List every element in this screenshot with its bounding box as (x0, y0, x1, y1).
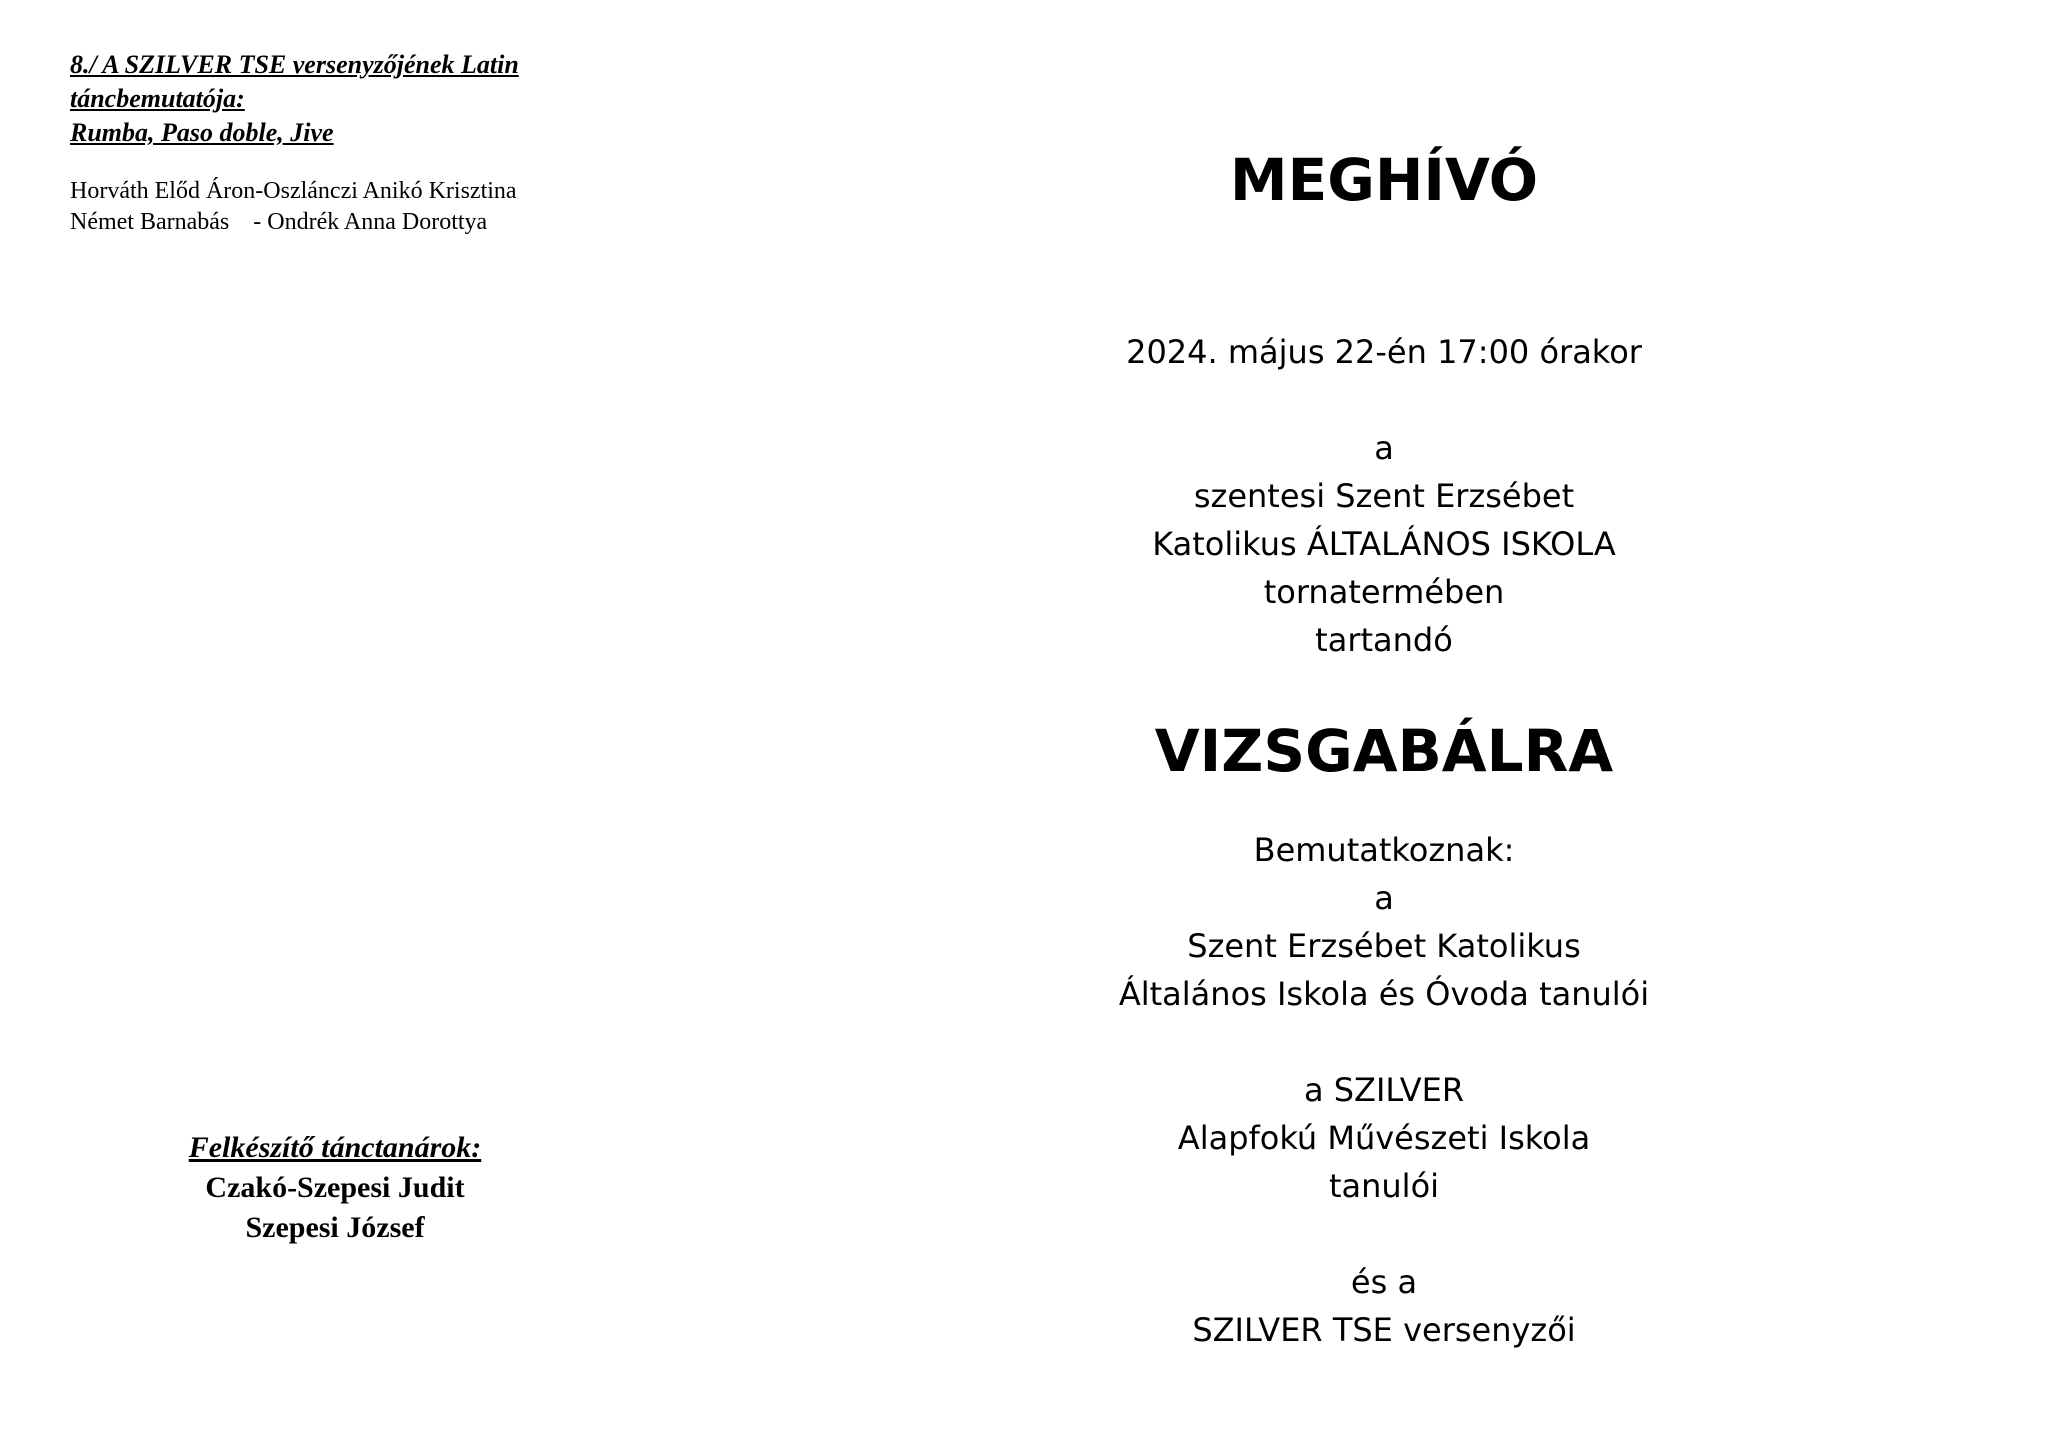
teachers-title: Felkészítő tánctanárok: (188, 1131, 482, 1164)
group-line: Szent Erzsébet Katolikus (1187, 927, 1581, 965)
program-item (70, 48, 630, 238)
program-heading-line: Rumba, Paso doble, Jive (70, 118, 334, 147)
group-line: a (1374, 879, 1394, 917)
group-line: a SZILVER (1303, 1071, 1465, 1109)
program-heading (70, 48, 630, 150)
event-date: 2024. május 22-én 17:00 órakor (1126, 333, 1642, 371)
right-page (1024, 0, 2048, 1448)
group-line: Általános Iskola és Óvoda tanulói (1118, 975, 1650, 1013)
program-heading-line: táncbemutatója: (70, 84, 245, 113)
venue-line: tartandó (1315, 621, 1453, 659)
group-line: SZILVER TSE versenyzői (1192, 1311, 1576, 1349)
presenters-label: Bemutatkoznak: (1253, 831, 1515, 869)
dancer-pairs (70, 176, 630, 238)
dancer-pair: Horváth Előd Áron-Oszlánczi Anikó Krisztina (70, 178, 517, 204)
event-name: VIZSGABÁLRA (1154, 717, 1614, 785)
group-line: tanulói (1328, 1167, 1440, 1205)
group-line: és a (1350, 1263, 1418, 1301)
teacher-name: Szepesi József (245, 1211, 425, 1244)
teachers-block (70, 1128, 600, 1248)
group-line: Alapfokú Művészeti Iskola (1177, 1119, 1591, 1157)
teacher-name: Czakó-Szepesi Judit (205, 1171, 465, 1204)
venue-line: Katolikus ÁLTALÁNOS ISKOLA (1152, 525, 1616, 563)
venue-line: tornatermében (1263, 573, 1505, 611)
venue-line: a (1374, 429, 1394, 467)
venue-line: szentesi Szent Erzsébet (1193, 477, 1575, 515)
dancer-pair: Német Barnabás - Ondrék Anna Dorottya (70, 209, 488, 235)
invitation-title: MEGHÍVÓ (1229, 146, 1539, 214)
program-heading-line: 8./ A SZILVER TSE versenyzőjének Latin (70, 50, 519, 79)
